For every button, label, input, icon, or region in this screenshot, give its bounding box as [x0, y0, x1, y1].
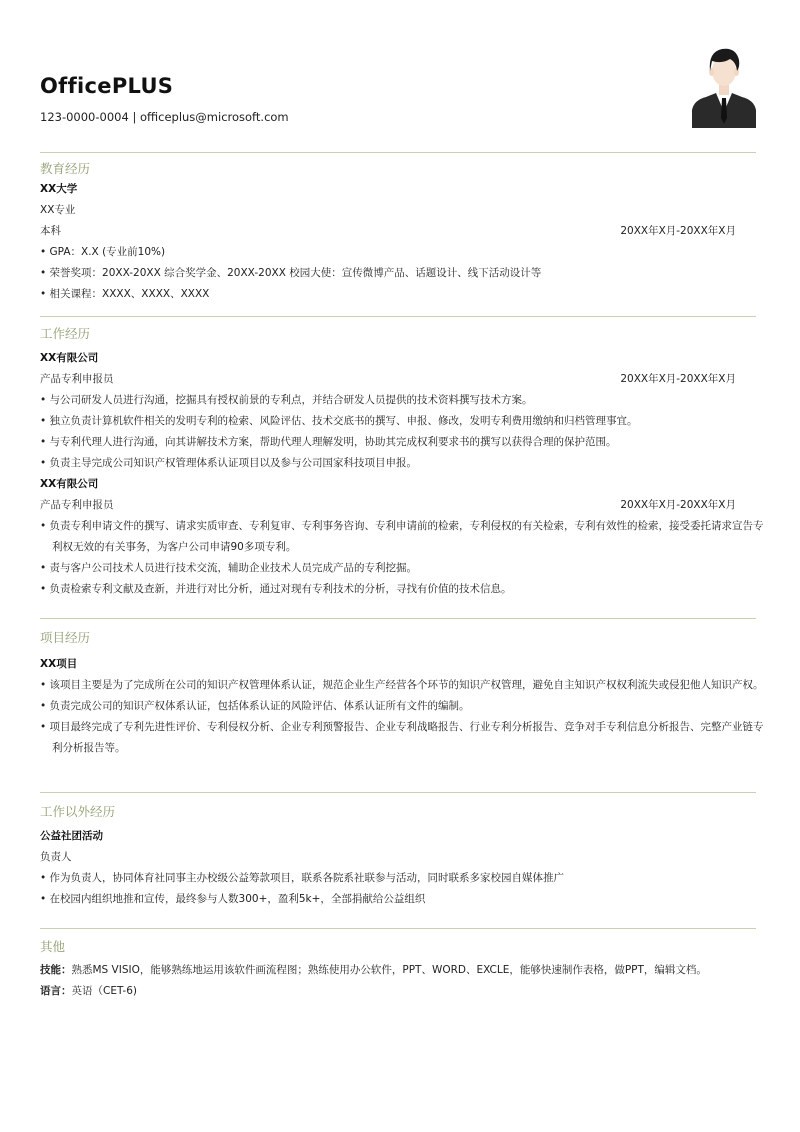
list-item: • 作为负责人，协同体育社同事主办校级公益筹款项目，联系各院系社联参与活动，同时联系多家校园自媒体推广 [40, 868, 767, 889]
language-row [40, 981, 756, 1002]
section-title-other: 其他 [40, 939, 66, 954]
list-item: • 责与客户公司技术人员进行技术交流，辅助企业技术人员完成产品的专利挖掘。 [40, 558, 767, 579]
org-name: 公益社团活动 [40, 830, 103, 842]
section-other [40, 937, 756, 1002]
skills-row [40, 960, 756, 981]
degree-row [40, 221, 756, 242]
section-title-projects: 项目经历 [40, 630, 91, 645]
list-item: • 项目最终完成了专利先进性评价、专利侵权分析、企业专利预警报告、企业专利战略报告、行业专利分析报告、竞争对手专利信息分析报告、完整产业链专利分析报告等。 [40, 717, 767, 759]
list-item: • GPA：X.X (专业前10%) [40, 242, 767, 263]
project-name: XX项目 [40, 658, 78, 670]
list-item: • 荣誉奖项：20XX-20XX 综合奖学金、20XX-20XX 校园大使：宣传微博产品、话题设计、线下活动设计等 [40, 263, 767, 284]
list-item: • 独立负责计算机软件相关的发明专利的检索、风险评估、技术交底书的撰写、申报、修改，发明专利费用缴纳和归档管理事宜。 [40, 411, 767, 432]
list-item: • 负责主导完成公司知识产权管理体系认证项目以及参与公司国家科技项目申报。 [40, 453, 767, 474]
contact-info: 123-0000-0004 | officeplus@microsoft.com [40, 110, 289, 124]
section-education [40, 159, 756, 305]
job-role: 产品专利申报员 [40, 499, 114, 511]
degree: 本科 [40, 225, 61, 237]
job-role: 产品专利申报员 [40, 373, 114, 385]
job-date: 20XX年X月-20XX年X月 [620, 373, 736, 385]
list-item: • 负责检索专利文献及查新，并进行对比分析，通过对现有专利技术的分析，寻找有价值的技术信息。 [40, 579, 767, 600]
list-item: • 与专利代理人进行沟通，向其讲解技术方案，帮助代理人理解发明，协助其完成权利要求书的撰写以获得合理的保护范围。 [40, 432, 767, 453]
section-title-work: 工作经历 [40, 326, 91, 341]
company-name: XX有限公司 [40, 478, 99, 490]
list-item: • 在校园内组织地推和宣传，最终参与人数300+，盈利5k+，全部捐献给公益组织 [40, 889, 767, 910]
candidate-name: OfficePLUS [40, 74, 174, 98]
avatar [692, 40, 756, 128]
major: XX专业 [40, 204, 76, 216]
company-name: XX有限公司 [40, 352, 99, 364]
list-item: • 负责专利申请文件的撰写、请求实质审查、专利复审、专利事务咨询、专利申请前的检索，专利侵权的有关检索，专利有效性的检索，接受委托请求宣告专利权无效的有关事务，为客户公司申请90多项专利。 [40, 516, 767, 558]
job-date: 20XX年X月-20XX年X月 [620, 499, 736, 511]
list-item: • 与公司研发人员进行沟通，挖掘具有授权前景的专利点，并结合研发人员提供的技术资料撰写技术方案。 [40, 390, 767, 411]
section-work [40, 324, 764, 600]
org-role: 负责人 [40, 851, 72, 863]
education-date: 20XX年X月-20XX年X月 [620, 225, 736, 237]
language-text: 英语（CET-6) [71, 985, 137, 997]
list-item: • 相关课程：XXXX、XXXX、XXXX [40, 284, 767, 305]
school-name: XX大学 [40, 183, 78, 195]
skills-text: 熟悉MS VISIO，能够熟练地运用该软件画流程图；熟练使用办公软件，PPT、WORD、EXCLE，能够快速制作表格，做PPT，编辑文档。 [71, 964, 707, 976]
list-item: • 该项目主要是为了完成所在公司的知识产权管理体系认证，规范企业生产经营各个环节的知识产权管理，避免自主知识产权权利流失或侵犯他人知识产权。 [40, 675, 767, 696]
section-extra [40, 802, 756, 910]
language-label: 语言： [40, 985, 72, 997]
list-item: • 负责完成公司的知识产权体系认证，包括体系认证的风险评估、体系认证所有文件的编制。 [40, 696, 767, 717]
section-title-education: 教育经历 [40, 161, 91, 176]
job-role-row [40, 369, 756, 390]
section-title-extra: 工作以外经历 [40, 804, 116, 819]
section-projects [40, 628, 764, 759]
skills-label: 技能： [40, 964, 72, 976]
job-role-row [40, 495, 756, 516]
